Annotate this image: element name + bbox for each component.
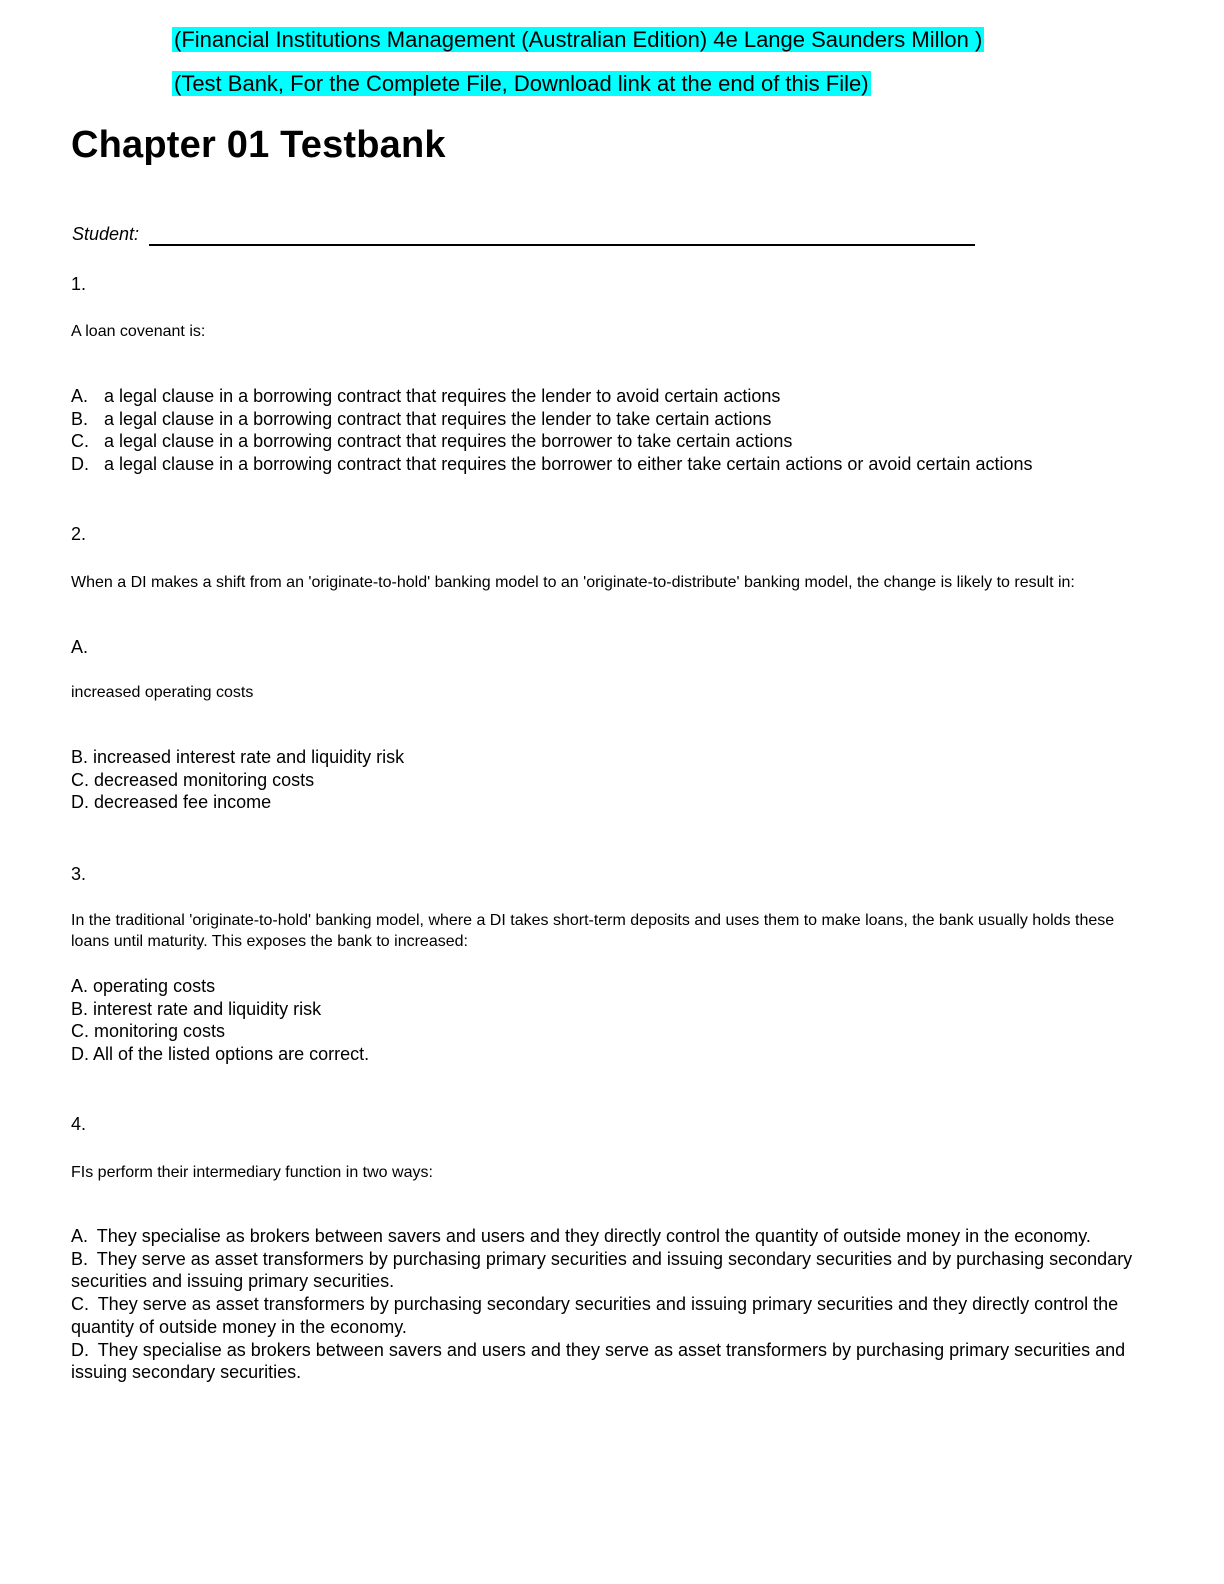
question-1-option-d: D. a legal clause in a borrowing contract that requires the borrower to either take certain actions or avoid certain actions <box>71 454 1033 475</box>
question-3-option-d: D. All of the listed options are correct. <box>71 1044 370 1065</box>
question-1-option-a: A. a legal clause in a borrowing contract that requires the lender to avoid certain actions <box>71 386 781 406</box>
question-4-option-b: B. They serve as asset transformers by purchasing primary securities and issuing secondary securities and by purchasing secondary securities and issuing primary securities. <box>71 1248 1133 1292</box>
question-4-option-a: A. They specialise as brokers between savers and users and they directly control the quantity of outside money in the economy. <box>71 1226 1091 1246</box>
question-4-number: 4. <box>71 1114 87 1134</box>
question-1-option-b: B. a legal clause in a borrowing contract that requires the lender to take certain actions <box>71 408 772 429</box>
question-3-options <box>71 975 1151 1066</box>
question-2-option-a-letter: A. <box>71 637 89 657</box>
question-3-stem: In the traditional 'originate-to-hold' banking model, where a DI takes short-term deposits and uses them to make loans, the bank usually holds these loans until maturity. This exposes the bank to increased: <box>71 912 1115 950</box>
student-name-line <box>149 244 975 246</box>
question-2-option-d: D. decreased fee income <box>71 792 272 813</box>
question-2-stem: When a DI makes a shift from an 'originate-to-hold' banking model to an 'originate-to-distribute' banking model, the change is likely to result in: <box>71 574 1075 591</box>
question-2-number: 2. <box>71 524 87 544</box>
question-4-options <box>71 1225 1146 1384</box>
header-line-2: (Test Bank, For the Complete File, Download link at the end of this File) <box>174 71 869 96</box>
question-1-stem: A loan covenant is: <box>71 323 206 340</box>
student-label: Student: <box>72 224 140 244</box>
question-1-option-c: C. a legal clause in a borrowing contract that requires the borrower to take certain actions <box>71 431 793 452</box>
question-1-number: 1. <box>71 274 87 294</box>
question-2-options <box>71 746 1151 814</box>
question-2-option-b: B. increased interest rate and liquidity risk <box>71 747 405 767</box>
question-4-stem: FIs perform their intermediary function in two ways: <box>71 1164 433 1181</box>
question-2-option-a-text: increased operating costs <box>71 684 254 701</box>
page-title: Chapter 01 Testbank <box>71 124 446 166</box>
question-1-options <box>71 385 1151 476</box>
question-3-number: 3. <box>71 864 87 884</box>
question-4-option-c: C. They serve as asset transformers by purchasing secondary securities and issuing primary securities and they directly control the quantity of outside money in the economy. <box>71 1294 1119 1337</box>
question-4-option-d: D. They specialise as brokers between savers and users and they serve as asset transformers by purchasing primary securities and issuing secondary securities. <box>71 1339 1126 1383</box>
question-3-option-a: A. operating costs <box>71 976 216 996</box>
header-line-1: (Financial Institutions Management (Australian Edition) 4e Lange Saunders Millon ) <box>174 27 983 52</box>
question-2-option-c: C. decreased monitoring costs <box>71 769 315 790</box>
question-3-option-c: C. monitoring costs <box>71 1021 226 1042</box>
question-3-option-b: B. interest rate and liquidity risk <box>71 998 322 1019</box>
